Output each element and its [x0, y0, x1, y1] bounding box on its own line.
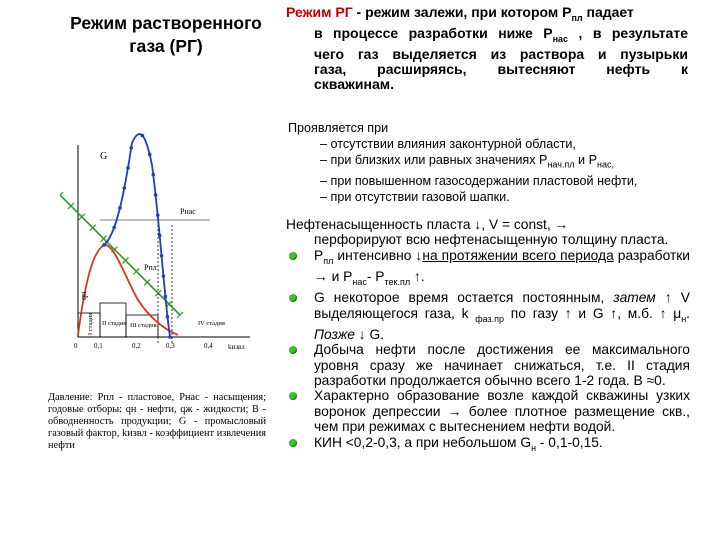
- tick-label: 0,2: [132, 342, 141, 350]
- gas-factor-point: [151, 173, 155, 177]
- list-item: КИН <0,2-0,3, а при небольшом $G_н - 0,1-0,15$.: [286, 435, 690, 456]
- list-item: Характерно образование возле каждой скважины узких воронок депрессии → более плотное размещение скв., чем при режимах с вытеснением нефти водой.: [286, 388, 690, 434]
- gas-factor-points: [102, 134, 172, 339]
- gas-factor-point: [168, 335, 172, 339]
- title-line-1: Режим растворенного: [70, 13, 262, 33]
- gas-factor-point: [129, 146, 133, 150]
- intro-line-4: газа, расширяясь, вытесняют нефть к: [314, 60, 688, 77]
- gas-factor-point: [156, 213, 160, 217]
- manifest-item: – отсутствии влияния законтурной области,: [320, 137, 576, 151]
- gas-factor-point: [102, 243, 106, 247]
- bullet-icon: [289, 294, 297, 302]
- gas-factor-point: [118, 206, 122, 210]
- gas-factor-point: [164, 295, 168, 299]
- gas-factor-point: [158, 234, 162, 238]
- list-item: Добыча нефти после достижения ее максимального уровня сразу же начинает снижаться, т.е. II стадия разработки продолжается обычно всего 1-2 года. В ≈0.: [286, 342, 690, 388]
- x-axis-label: kизвл: [228, 343, 245, 351]
- intro-definition: [286, 5, 688, 92]
- diagram-caption: Давление: Рпл - пластовое, Рнас - насыщения; годовые отборы: qн - нефти, qж - жидкости; В - обводненность продукции; G - промысловый газовый фактор, kизвл - коэффициент извлечения нефти: [48, 392, 266, 451]
- bullet-icon: [289, 346, 297, 354]
- stage-3-label: III стадия: [130, 322, 157, 329]
- manifest-item: – при близких или равных значениях $Р_{нач.пл}$ и $Р_{нас,}$: [320, 153, 614, 170]
- stage-2-label: II стадия: [102, 320, 127, 327]
- intro-line-5: скважинам.: [314, 75, 395, 92]
- label-qn: qн: [79, 291, 88, 300]
- manifest-conditions: [288, 120, 698, 205]
- gas-factor-point: [112, 226, 116, 230]
- development-stages-diagram: [60, 125, 282, 365]
- gas-factor-point: [126, 166, 130, 170]
- intro-term: Режим РГ: [286, 4, 353, 20]
- tick-label: 0,4: [204, 342, 213, 350]
- slide-title: [46, 12, 286, 58]
- list-item: G некоторое время остается постоянным, затем ↑ V выделяющегося газа, k $_{фаз.пр}$ по газу ↑ и G ↑, м.б. ↑ $\mu_н$. Позже ↓ G.: [286, 290, 690, 342]
- intro-line-1: Режим РГ - режим залежи, при котором $Р_{пл}$ падает: [286, 4, 634, 23]
- bullet-icon: [289, 392, 297, 400]
- intro-line-2: в процессе разработки ниже $Р_{нас}$ , в результате: [314, 24, 688, 44]
- tick-label: 0: [74, 342, 78, 350]
- stage-4-label: IV стадия: [198, 320, 225, 327]
- manifest-heading: Проявляется при: [288, 121, 389, 135]
- label-ppl: Рпл: [144, 263, 157, 272]
- tick-label: 0,1: [94, 342, 103, 350]
- saturation-paragraph: Нефтенасыщенность пласта ↓, V = const, → перфорируют всю нефтенасыщенную толщину пласта.: [286, 217, 669, 248]
- gas-factor-point: [148, 153, 152, 157]
- gas-factor-point: [141, 134, 145, 138]
- stage-1-label: I стадия: [87, 312, 94, 335]
- gas-factor-point: [162, 274, 166, 278]
- gas-factor-point: [123, 186, 127, 190]
- bullet-section: [286, 217, 690, 456]
- intro-line-3: чего газ выделяется из раствора и пузырьки: [314, 45, 688, 62]
- gas-factor-point: [154, 193, 158, 197]
- gas-factor-point: [166, 315, 170, 319]
- manifest-item: – при отсутствии газовой шапки.: [320, 189, 510, 204]
- list-item: $Р_{пл}$ интенсивно ↓на протяжении всего периода разработки → и $Р_{нас}-$ $Р_{тек.пл}$ ↑.: [286, 248, 690, 290]
- bullet-icon: [289, 252, 297, 260]
- label-g: G: [100, 151, 108, 162]
- manifest-item: – при повышенном газосодержании пластовой нефти,: [320, 173, 638, 188]
- title-line-2: газа (РГ): [129, 36, 203, 56]
- manifest-list: [288, 136, 698, 205]
- tick-label: 0,3: [166, 342, 175, 350]
- bullet-icon: [289, 439, 297, 447]
- label-pnas: Рнас: [180, 207, 196, 216]
- gas-factor-point: [160, 254, 164, 258]
